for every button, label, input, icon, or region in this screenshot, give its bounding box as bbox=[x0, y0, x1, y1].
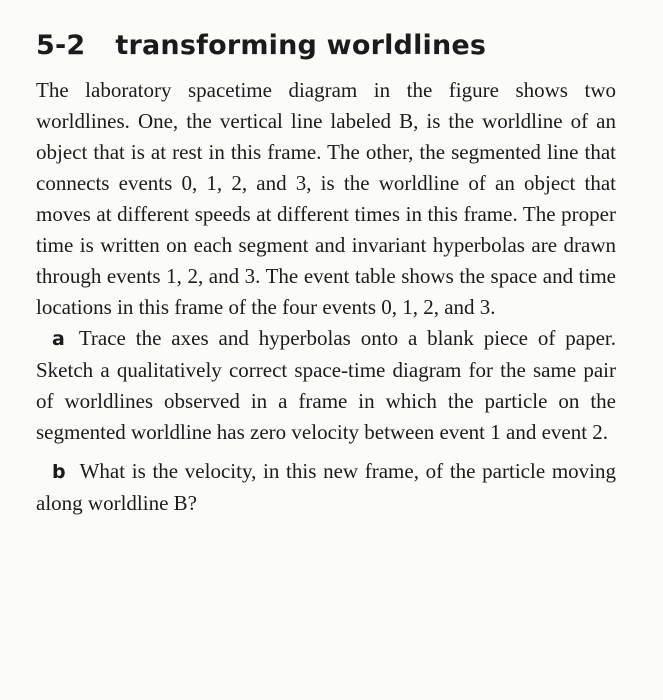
intro-paragraph: The laboratory spacetime diagram in the figure shows two worldlines. One, the vertical line labeled B, is the worldline of an object that is at rest in this frame. The other, the segmented line that connects events 0, 1, 2, and 3, is the worldline of an object that moves at different speeds at different times in this frame. The proper time is written on each segment and invariant hyperbolas are drawn through events 1, 2, and 3. The event table shows the space and time locations in this frame of the four events 0, 1, 2, and 3. bbox=[36, 78, 616, 319]
part-a bbox=[36, 323, 616, 448]
part-b-label: b bbox=[52, 461, 66, 483]
problem-body bbox=[36, 75, 616, 519]
section-title: transforming worldlines bbox=[115, 30, 487, 61]
part-b bbox=[36, 456, 616, 519]
part-b-text: What is the velocity, in this new frame, of the particle moving along worldline B? bbox=[36, 459, 616, 515]
section-heading bbox=[36, 30, 616, 61]
part-a-text: Trace the axes and hyperbolas onto a blank piece of paper. Sketch a qualitatively correct space-time diagram for the same pair of worldlines observed in a frame in which the particle on the segmented worldline has zero velocity between event 1 and event 2. bbox=[36, 326, 616, 444]
section-number: 5-2 bbox=[36, 30, 86, 61]
textbook-page bbox=[36, 30, 616, 519]
part-a-label: a bbox=[52, 328, 65, 350]
